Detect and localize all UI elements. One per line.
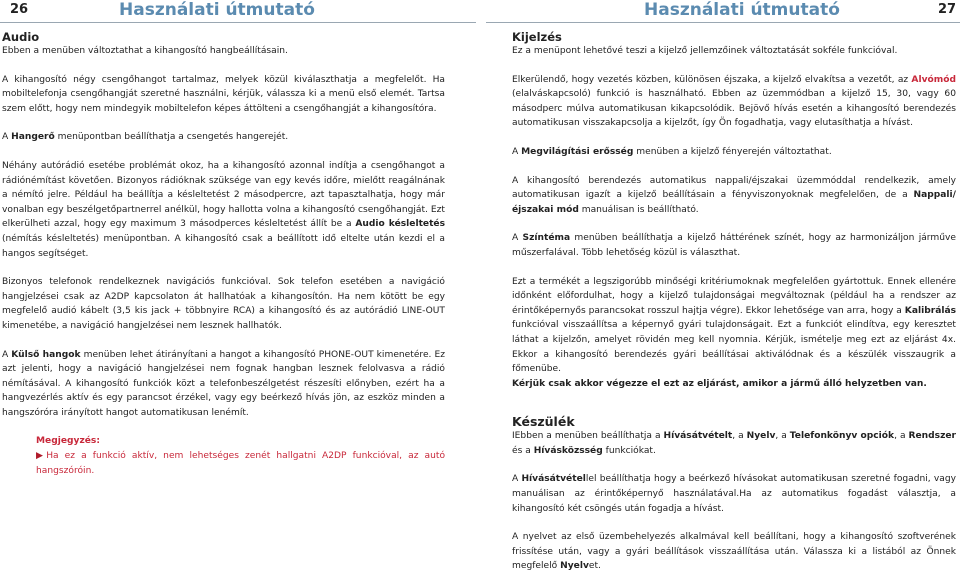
section-title-kijelzes: Kijelzés	[512, 30, 562, 44]
audio-paragraph-2: A Hangerő menüpontban beállíthatja a csengetés hangerejét.	[2, 132, 289, 143]
nyelv-term: Nyelv	[560, 561, 589, 572]
header-title-right: Használati útmutató	[644, 0, 840, 20]
megvilagitasi-term: Megvilágítási erősség	[521, 146, 634, 157]
kijelzes-paragraph-3: A kihangosító berendezés automatikus nappali/éjszakai üzemmóddal rendelkezik, amely automatikusan igazít a kijelző beállításain a fényviszonyoknak megfelelően, de a Nappali/éjszakai mód manuálisan is beállítható.	[512, 175, 956, 215]
header-rule-right	[486, 22, 960, 23]
kijelzes-paragraph-5: Ezt a termékét a legszigorúbb minőségi kritériumoknak megfelelően gyártottuk. Ennek ellenére időnként előfordulhat, hogy a kijelző tulajdonságai megváltoznak (például ha a rendszer az érintőképernyős parancsokat rosszul hajtja végre). Ekkor lehetősége van arra, hogy a Kalibrálás funkcióval visszaállítsa a képernyő gyári tulajdonságait. Ezt a funkciót elindítva, egy keresztet láthat a kijelzőn, amelyet rövidén meg kell nyomnia. Kérjük, ismételje meg ezt az eljárást 4x. Ekkor a kihangosító berendezés gyári beállításai aktiválódnak és a készülék visszaugrik a főmenübe.	[512, 276, 956, 375]
audio-kesleltetes-term: Audio késleltetés	[355, 219, 446, 230]
arrow-right-icon: ▶	[36, 451, 47, 462]
nappali-ejszakai-term: Nappali/éjszakai mód	[512, 190, 956, 215]
kulso-hangok-term: Külső hangok	[11, 349, 81, 360]
page-number-right: 27	[938, 2, 957, 17]
note-box	[2, 434, 445, 478]
left-column	[2, 31, 445, 478]
audio-intro: Ebben a menüben változtathat a kihangosító hangbeállításain.	[2, 46, 288, 56]
section-title-keszulek: Készülék	[512, 414, 575, 430]
kijelzes-intro: Ez a menüpont lehetővé teszi a kijelző jellemzőinek változtatását sokféle funkcióval.	[512, 46, 898, 56]
keszulek-paragraph-1: IEbben a menüben beállíthatja a Hívásátvételt, a Nyelv, a Telefonkönyv opciók, a Rendszer és a Hívásközsség funkciókat.	[512, 431, 957, 456]
right-column	[512, 31, 956, 574]
alvomod-term: Alvómód	[911, 74, 956, 85]
hangero-term: Hangerő	[11, 132, 55, 143]
keszulek-paragraph-3: A nyelvet az első üzembehelyezés alkalmával kell beállítani, hogy a kihangosító szoftverének frissítése után, vagy a gyári beállítások visszaállítása után. Válassza ki a listából az Önnek megfelelő Nyelvet.	[512, 532, 956, 572]
audio-paragraph-1: A kihangosító négy csengőhangot tartalmaz, melyek közül kiválaszthatja a megfelelőt. Ha mobiltelefonja csengőhangját szeretné használni, kérjük, válassza ki a menü első elemét. Tartsa szem előtt, hogy nem mindegyik mobiltelefon képes áttölteni a csengőhangját a kihangosítóra.	[2, 74, 445, 114]
audio-paragraph-5: A Külső hangok menüben lehet átirányítani a hangot a kihangosító PHONE-OUT kimenetére. Ez azt jelenti, hogy a navigáció hangjelzései nem fognak hangban lesznek felolvasva a rádió némításával. A kihangosító funkciók közt a telefonbeszélgetést részesíti előnyben, ezért ha a hangvezérlés aktív és egy parancsot érzékel, vagy egy beérkező hívás jön, az eszköz minden a hangszóróra irányított hangot automatikusan lenémít.	[2, 349, 445, 418]
kalibralas-term: Kalibrálás	[904, 305, 956, 316]
kijelzes-paragraph-4: A Színtéma menüben beállíthatja a kijelző háttérének színét, hogy az harmonizáljon járműve műszerfalával. Több lehetőség közül is választhat.	[512, 233, 956, 258]
section-title-audio: Audio	[2, 30, 40, 44]
audio-paragraph-4: Bizonyos telefonok rendelkeznek navigációs funkcióval. Sok telefon esetében a navigáció hangjelzései csak az A2DP kapcsolaton át hallhatóak a kihangosítón. Ha nem kötött be egy megfelelő audió kábelt (3,5 kis jack + többnyire RCA) a kihangosító és az autórádió LINE-OUT kimenetébe, a navigáció hangjelzései nem lesznek hallhatók.	[2, 277, 445, 331]
note-text: ▶Ha ez a funkció aktív, nem lehetséges zenét hallgatni A2DP funkcióval, az autó hangszóróin.	[36, 451, 446, 476]
keszulek-paragraph-2: A Hívásátvétellel beállíthatja hogy a beérkező hívásokat automatikusan szeretné fogadni, vagy manuálisan az érintőképernyő használatával.Ha az automatikus fogadást választja, a kihangosító két csöngés után fogadja a hívást.	[512, 474, 956, 514]
header-rule-left	[0, 22, 476, 23]
kijelzes-warning: Kérjük csak akkor végezze el ezt az eljárást, amikor a jármű álló helyzetben van.	[512, 378, 927, 389]
note-title: Megjegyzés:	[36, 436, 100, 447]
kijelzes-paragraph-1: Elkerülendő, hogy vezetés közben, különösen éjszaka, a kijelző elvakítsa a vezetőt, az Alvómód (elalváskapcsoló) funkció is használható. Ebben az üzemmódban a kijelző 15, 30, vagy 60 másodperc múlva automatikusan kikapcsolódik. Bejövő hívás esetén a kihangosító berendezés automatikusan visszakapcsolja a kijelzőt, így Ön fogadhatja, vagy elutasíthatja a hívást.	[512, 74, 956, 129]
header-title-left: Használati útmutató	[119, 0, 315, 20]
audio-paragraph-3: Néhány autórádió esetébe problémát okoz, ha a kihangosító azonnal indítja a csengőhangot a rádiónémítást követően. Bizonyos rádióknak szüksége van egy kevés időre, mielőtt reagálnának a némító jelre. Például ha beállítja a késleltetést 2 másodpercre, azt tapasztalhatja, hogy már vonalban egy beszélgetőpartnerrel anélkül, hogy hallotta volna a kihangosító csengőhangját. Ezt elkerülheti azzal, hogy egy maximum 3 másodperces késleltetést állít be a Audio késleltetés (némítás késleltetés) menüpontban. A kihangosító csak a beállított idő elteltе után kezdi el a hangos segítséget.	[2, 160, 446, 259]
page-number-left: 26	[10, 2, 29, 17]
hivasatvetel-term: Hívásátvétel	[521, 474, 586, 485]
szintema-term: Színtéma	[522, 233, 571, 244]
kijelzes-paragraph-2: A Megvilágítási erősség menüben a kijelző fényerején változtathat.	[512, 146, 832, 157]
